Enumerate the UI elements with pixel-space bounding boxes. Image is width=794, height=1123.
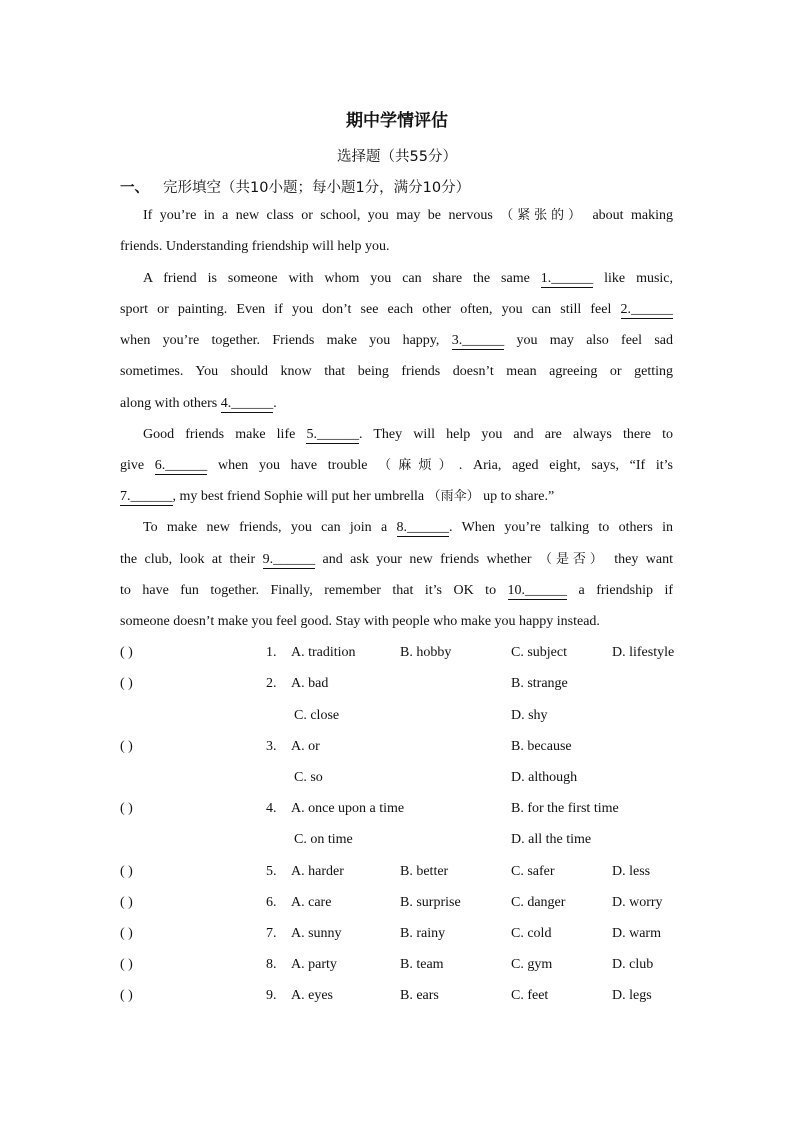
option-a[interactable]: A. sunny (291, 926, 342, 941)
question-number: 4. (266, 801, 277, 816)
question-number: 1. (266, 645, 277, 660)
passage-line: friends. Understanding friendship will help you. (120, 239, 390, 254)
option-a[interactable]: A. harder (291, 864, 344, 879)
option-c[interactable]: C. subject (511, 645, 567, 660)
option-d[interactable]: D. shy (511, 708, 548, 723)
blank-4[interactable]: 4.______ (220, 396, 274, 411)
passage-line: give 6.______ when you have trouble （麻烦）. Aria, aged eight, says, “If it’s (120, 458, 673, 473)
passage-line: sometimes. You should know that being friends doesn’t mean agreeing or getting (120, 364, 673, 379)
option-c[interactable]: C. so (294, 770, 323, 785)
option-a[interactable]: A. eyes (291, 988, 333, 1003)
option-b[interactable]: B. hobby (400, 645, 452, 660)
blank-9[interactable]: 9.______ (262, 552, 316, 567)
option-d[interactable]: D. although (511, 770, 578, 785)
answer-paren[interactable]: ( ) (120, 739, 133, 754)
question-number: 5. (266, 864, 277, 879)
question-row-cont (120, 768, 720, 788)
question-row (120, 986, 720, 1006)
answer-paren[interactable]: ( ) (120, 676, 133, 691)
option-a[interactable]: A. once upon a time (291, 801, 405, 816)
option-b[interactable]: B. surprise (400, 895, 461, 910)
blank-5[interactable]: 5.______ (306, 427, 359, 442)
option-c[interactable]: C. cold (511, 926, 552, 941)
question-row (120, 955, 720, 975)
section-heading (120, 176, 470, 197)
answer-paren[interactable]: ( ) (120, 957, 133, 972)
answer-paren[interactable]: ( ) (120, 895, 133, 910)
option-a[interactable]: A. or (291, 739, 320, 754)
question-row (120, 893, 720, 913)
page-title: 期中学情评估 (346, 111, 448, 131)
question-row (120, 674, 720, 694)
question-number: 2. (266, 676, 277, 691)
option-a[interactable]: A. tradition (291, 645, 356, 660)
passage-line: Good friends make life 5.______. They will help you and are always there to (143, 427, 673, 442)
passage-line: To make new friends, you can join a 8.______. When you’re talking to others in (143, 520, 674, 535)
option-c[interactable]: C. gym (511, 957, 553, 972)
option-d[interactable]: D. lifestyle (612, 645, 675, 660)
option-c[interactable]: C. close (294, 708, 340, 723)
blank-3[interactable]: 3.______ (451, 333, 505, 348)
option-b[interactable]: B. rainy (400, 926, 446, 941)
option-a[interactable]: A. care (291, 895, 332, 910)
option-d[interactable]: D. legs (612, 988, 652, 1003)
answer-paren[interactable]: ( ) (120, 926, 133, 941)
option-b[interactable]: B. better (400, 864, 449, 879)
answer-paren[interactable]: ( ) (120, 645, 133, 660)
option-a[interactable]: A. party (291, 957, 337, 972)
blank-10[interactable]: 10.______ (507, 583, 568, 598)
question-row (120, 643, 720, 663)
blank-8[interactable]: 8.______ (396, 520, 450, 535)
question-row-cont (120, 830, 720, 850)
answer-paren[interactable]: ( ) (120, 864, 133, 879)
blank-6[interactable]: 6.______ (154, 458, 208, 473)
option-a[interactable]: A. bad (291, 676, 329, 691)
option-d[interactable]: D. worry (612, 895, 663, 910)
passage-line: to have fun together. Finally, remember that it’s OK to 10.______ a friendship if (120, 583, 673, 598)
question-number: 8. (266, 957, 277, 972)
option-c[interactable]: C. feet (511, 988, 549, 1003)
page-subtitle: 选择题（共55分） (337, 149, 457, 165)
passage-line: the club, look at their 9.______ and ask your new friends whether （是否） they want (120, 552, 673, 567)
answer-paren[interactable]: ( ) (120, 801, 133, 816)
question-row (120, 862, 720, 882)
passage-line: 7.______, my best friend Sophie will put her umbrella （雨伞） up to share.” (120, 489, 555, 504)
question-number: 7. (266, 926, 277, 941)
option-c[interactable]: C. on time (294, 832, 353, 847)
question-number: 9. (266, 988, 277, 1003)
option-b[interactable]: B. team (400, 957, 444, 972)
section-title: 完形填空（共10小题；每小题1分，满分10分） (163, 180, 471, 196)
passage-line: when you’re together. Friends make you happy, 3.______ you may also feel sad (120, 333, 673, 348)
answer-paren[interactable]: ( ) (120, 988, 133, 1003)
option-b[interactable]: B. strange (511, 676, 568, 691)
option-d[interactable]: D. less (612, 864, 651, 879)
blank-2[interactable]: 2.______ (620, 302, 673, 317)
option-d[interactable]: D. all the time (511, 832, 592, 847)
passage-line: If you’re in a new class or school, you may be nervous （紧张的） about making (143, 208, 673, 223)
question-row (120, 737, 720, 757)
passage-line: sport or painting. Even if you don’t see each other often, you can still feel 2.______ (120, 302, 673, 317)
option-b[interactable]: B. because (511, 739, 572, 754)
blank-1[interactable]: 1.______ (540, 271, 594, 286)
section-number: 一、 (120, 180, 149, 196)
blank-7[interactable]: 7.______ (120, 489, 173, 504)
option-c[interactable]: C. danger (511, 895, 566, 910)
question-row (120, 799, 720, 819)
passage-line: A friend is someone with whom you can share the same 1.______ like music, (143, 271, 674, 286)
passage-line: along with others 4.______. (120, 396, 277, 411)
option-c[interactable]: C. safer (511, 864, 555, 879)
option-d[interactable]: D. club (612, 957, 654, 972)
question-row-cont (120, 706, 720, 726)
question-number: 3. (266, 739, 277, 754)
question-number: 6. (266, 895, 277, 910)
option-d[interactable]: D. warm (612, 926, 661, 941)
option-b[interactable]: B. for the first time (511, 801, 619, 816)
option-b[interactable]: B. ears (400, 988, 439, 1003)
passage-line: someone doesn’t make you feel good. Stay with people who make you happy instead. (120, 614, 600, 629)
question-row (120, 924, 720, 944)
